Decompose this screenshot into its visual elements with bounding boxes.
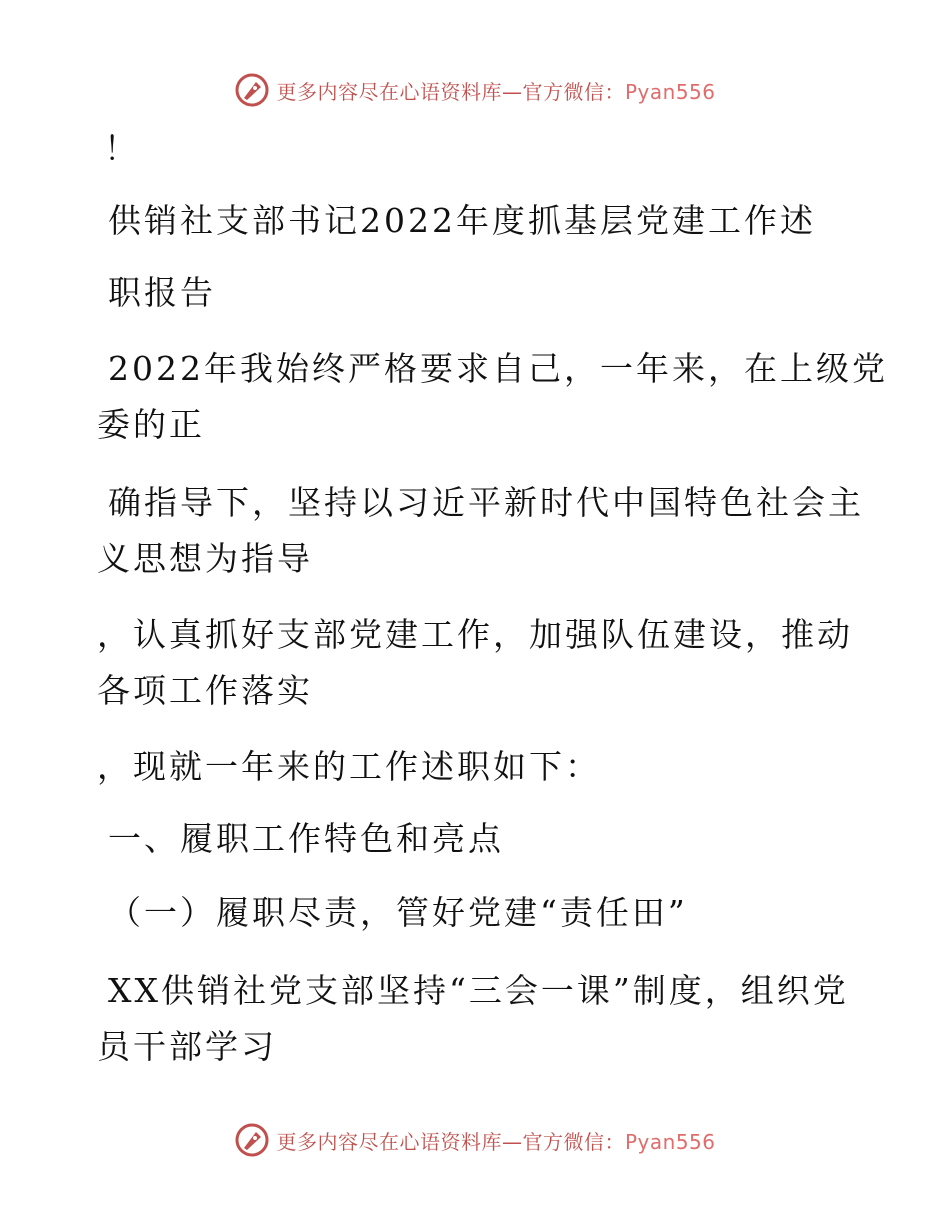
footer-watermark [0,1120,950,1160]
text-line: 员干部学习 [97,1027,277,1066]
pen-nib-icon [234,1122,270,1158]
text-line: 义思想为指导 [97,539,313,578]
text-line: XX供销社党支部坚持“三会一课”制度，组织党 [108,971,849,1010]
text-line: 各项工作落实 [97,671,313,710]
text-line: 确指导下，坚持以习近平新时代中国特色社会主 [108,483,864,522]
pen-nib-icon [234,72,270,108]
text-line: 2022年我始终严格要求自己，一年来，在上级党 [108,349,888,388]
watermark-text: 更多内容尽在心语资料库—官方微信：Pyan556 [276,1129,716,1154]
text-line: ，认真抓好支部党建工作，加强队伍建设，推动 [97,615,853,654]
subsection-heading: （一）履职尽责，管好党建“责任田” [108,893,688,932]
watermark-text: 更多内容尽在心语资料库—官方微信：Pyan556 [276,79,716,104]
text-line: 委的正 [97,405,205,444]
section-heading: 一、履职工作特色和亮点 [108,819,504,858]
document-title-line-1: 供销社支部书记2022年度抓基层党建工作述 [108,201,816,240]
document-title-line-2: 职报告 [108,273,216,312]
text-line: ！ [104,129,140,168]
header-watermark [0,70,950,110]
text-line: ，现就一年来的工作述职如下： [97,747,601,786]
